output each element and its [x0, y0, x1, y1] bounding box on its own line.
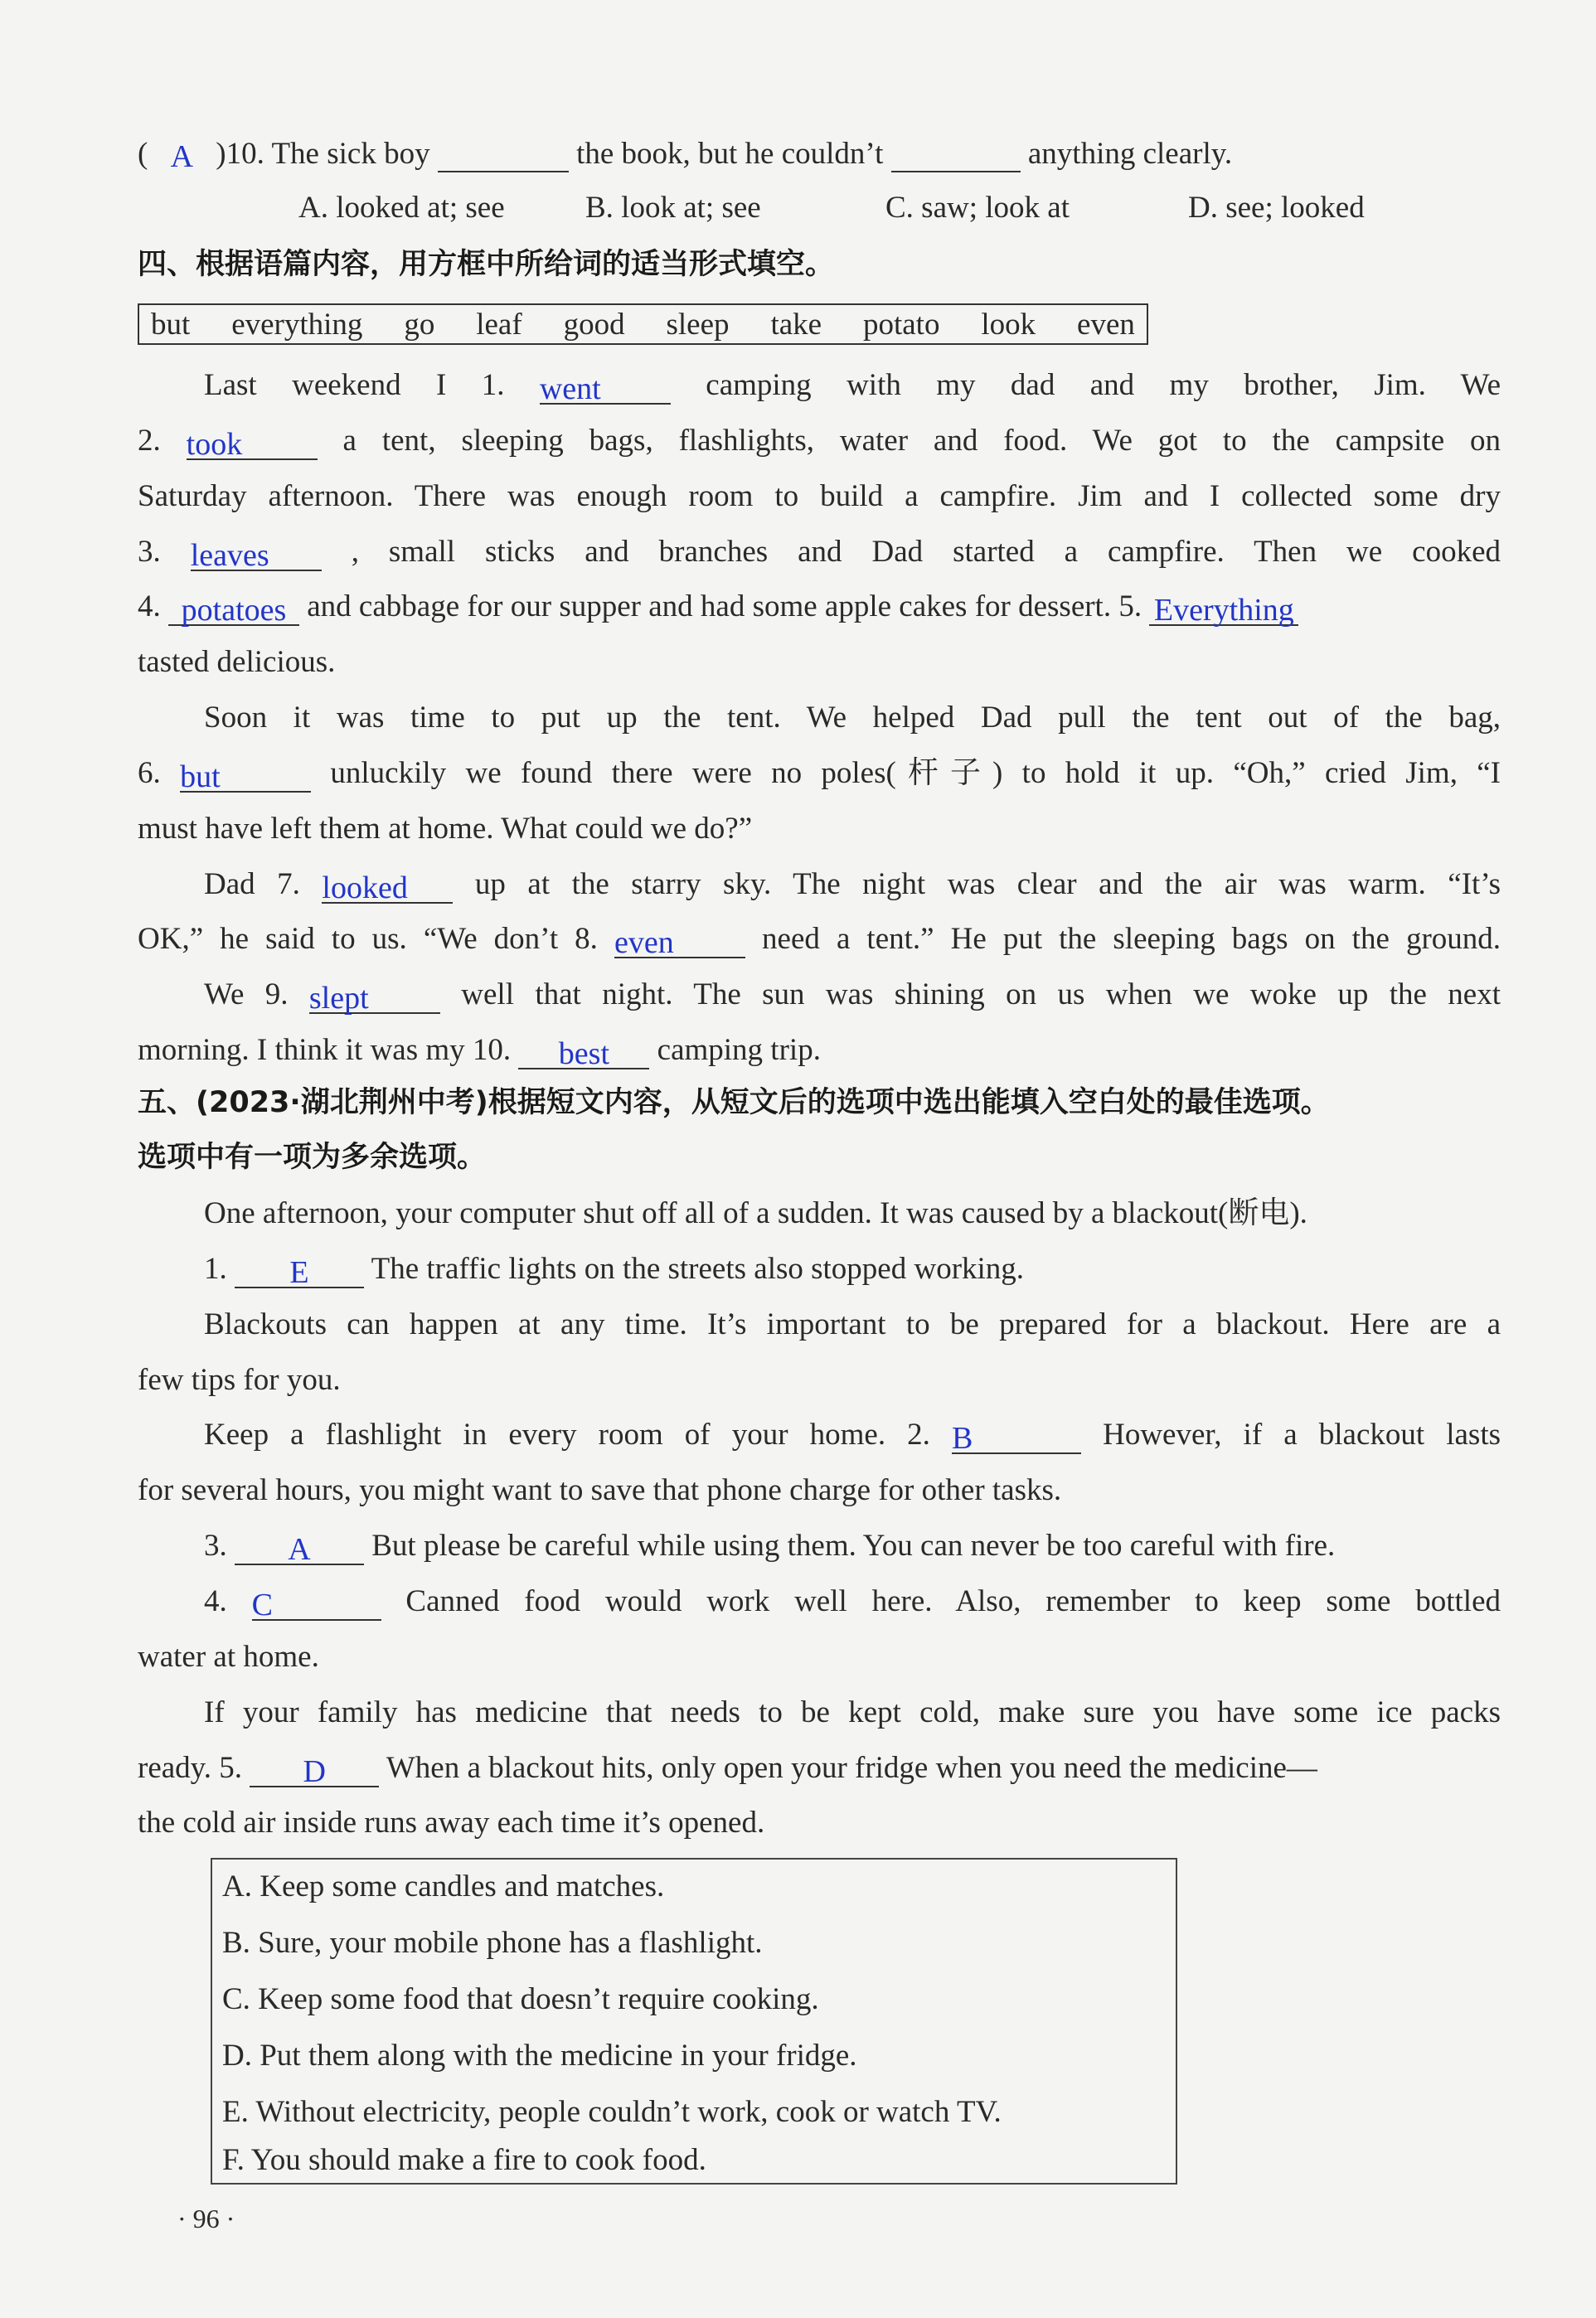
- blank-8: [614, 920, 745, 958]
- blank-3: [191, 533, 322, 571]
- blank: [891, 134, 1021, 172]
- sec4-line-3: Saturday afternoon. There was enough room to build a campfire. Jim and I collected some dry: [138, 479, 1501, 513]
- answer-10: best: [558, 1036, 610, 1071]
- option-e: E. Without electricity, people couldn’t work, cook or watch TV.: [222, 2095, 1002, 2129]
- sec4-line-9: must have left them at home. What could we do?”: [138, 812, 753, 846]
- section-5-heading: 五、(2023·湖北荆州中考)根据短文内容，从短文后的选项中选出能填入空白处的最佳选项。: [138, 1086, 1330, 1119]
- q10-option-b: B. look at; see: [585, 191, 761, 225]
- blank-2: [187, 422, 318, 460]
- q10-option-c: C. saw; look at: [885, 191, 1070, 225]
- sec5-line-1: One afternoon, your computer shut off all of a sudden. It was caused by a blackout(断电).: [204, 1196, 1307, 1230]
- blank-6: [180, 754, 311, 793]
- word: sleep: [666, 307, 730, 342]
- blank-s5-1: [235, 1250, 364, 1288]
- answer-5: Everything: [1153, 593, 1294, 628]
- blank-4: [168, 588, 299, 626]
- sec5-line-3: Blackouts can happen at any time. It’s important to be prepared for a blackout. Here are a: [204, 1307, 1501, 1341]
- options-box: [211, 1858, 1177, 2185]
- word: potato: [862, 307, 940, 342]
- sec5-line-2: 1. E The traffic lights on the streets also stopped working.: [204, 1252, 1025, 1290]
- sec4-line-11: OK,” he said to us. “We don’t 8. even need a tent.” He put the sleeping bags on the ground.: [138, 922, 1501, 960]
- blank-9: [309, 976, 440, 1014]
- blank-s5-4: [252, 1583, 381, 1621]
- section-4-heading: 四、根据语篇内容，用方框中所给词的适当形式填空。: [138, 248, 835, 281]
- sec5-line-9: water at home.: [138, 1640, 319, 1674]
- option-c: C. Keep some food that doesn’t require cooking.: [222, 1982, 819, 2016]
- question-10: ( A )10. The sick boy the book, but he couldn’t anything clearly.: [138, 134, 1232, 173]
- sec4-line-2: 2. took a tent, sleeping bags, flashlights, water and food. We got to the campsite on: [138, 424, 1501, 462]
- sec4-line-4: 3. leaves , small sticks and branches and Dad started a campfire. Then we cooked: [138, 535, 1501, 573]
- answer-4: potatoes: [181, 593, 287, 628]
- word: leaf: [476, 307, 522, 342]
- section-5-heading-2: 选项中有一项为多余选项。: [138, 1141, 487, 1174]
- blank-1: [540, 366, 671, 405]
- blank-10: [518, 1031, 649, 1069]
- sec4-line-12: We 9. slept well that night. The sun was shining on us when we woke up the next: [204, 977, 1501, 1016]
- sec5-line-11: ready. 5. D When a blackout hits, only open your fridge when you need the medicine—: [138, 1751, 1317, 1789]
- word: take: [770, 307, 822, 342]
- word: but: [151, 307, 191, 342]
- answer-2: took: [186, 427, 243, 462]
- answer-s5-3: A: [288, 1532, 311, 1567]
- word-bank: [138, 303, 1148, 345]
- sec5-line-7: 3. A But please be careful while using them. You can never be too careful with fire.: [204, 1529, 1336, 1567]
- sec5-line-6: for several hours, you might want to save that phone charge for other tasks.: [138, 1473, 1062, 1507]
- blank-s5-3: [235, 1527, 364, 1565]
- sec4-line-13: morning. I think it was my 10. best camping trip.: [138, 1033, 821, 1071]
- sec5-line-4: few tips for you.: [138, 1363, 341, 1397]
- word: look: [981, 307, 1036, 342]
- answer-3: leaves: [190, 538, 269, 573]
- word: even: [1077, 307, 1135, 342]
- answer-s5-2: B: [952, 1421, 973, 1456]
- blank: [438, 134, 569, 172]
- answer-6: but: [180, 759, 221, 794]
- word: good: [563, 307, 625, 342]
- word: everything: [231, 307, 363, 342]
- option-a: A. Keep some candles and matches.: [222, 1869, 665, 1903]
- sec4-line-7: Soon it was time to put up the tent. We helped Dad pull the tent out of the bag,: [204, 701, 1501, 735]
- answer-q10: A: [170, 139, 194, 174]
- option-b: B. Sure, your mobile phone has a flashlight.: [222, 1926, 763, 1960]
- blank-5: [1149, 588, 1298, 626]
- answer-7: looked: [322, 870, 408, 905]
- q10-option-a: A. looked at; see: [298, 191, 505, 225]
- answer-1: went: [539, 371, 601, 406]
- option-d: D. Put them along with the medicine in your fridge.: [222, 2039, 857, 2073]
- sec4-line-6: tasted delicious.: [138, 645, 336, 679]
- page-number: · 96 ·: [177, 2204, 235, 2233]
- sec4-line-5: 4. potatoes and cabbage for our supper and had some apple cakes for dessert. 5. Everything: [138, 588, 1298, 626]
- blank-s5-5: [250, 1749, 379, 1787]
- sec5-line-12: the cold air inside runs away each time it’s opened.: [138, 1806, 765, 1840]
- answer-s5-5: D: [303, 1754, 326, 1789]
- sec5-line-8: 4. C Canned food would work well here. Also, remember to keep some bottled: [204, 1584, 1501, 1622]
- option-f: F. You should make a fire to cook food.: [222, 2143, 706, 2177]
- q10-option-d: D. see; looked: [1188, 191, 1365, 225]
- sec5-line-10: If your family has medicine that needs to be kept cold, make sure you have some ice packs: [204, 1695, 1501, 1729]
- sec5-line-5: Keep a flashlight in every room of your home. 2. B However, if a blackout lasts: [204, 1418, 1501, 1456]
- sec4-line-10: Dad 7. looked up at the starry sky. The night was clear and the air was warm. “It’s: [204, 867, 1501, 905]
- answer-8: even: [614, 925, 674, 960]
- sec4-line-8: 6. but unluckily we found there were no poles(杆子) to hold it up. “Oh,” cried Jim, “I: [138, 756, 1501, 794]
- answer-9: slept: [308, 981, 369, 1016]
- blank-s5-2: [952, 1416, 1081, 1454]
- sec4-line-1: Last weekend I 1. went camping with my dad and my brother, Jim. We: [204, 368, 1501, 406]
- blank-7: [322, 866, 453, 904]
- answer-s5-1: E: [289, 1255, 309, 1290]
- answer-s5-4: C: [251, 1588, 273, 1622]
- word: go: [404, 307, 435, 342]
